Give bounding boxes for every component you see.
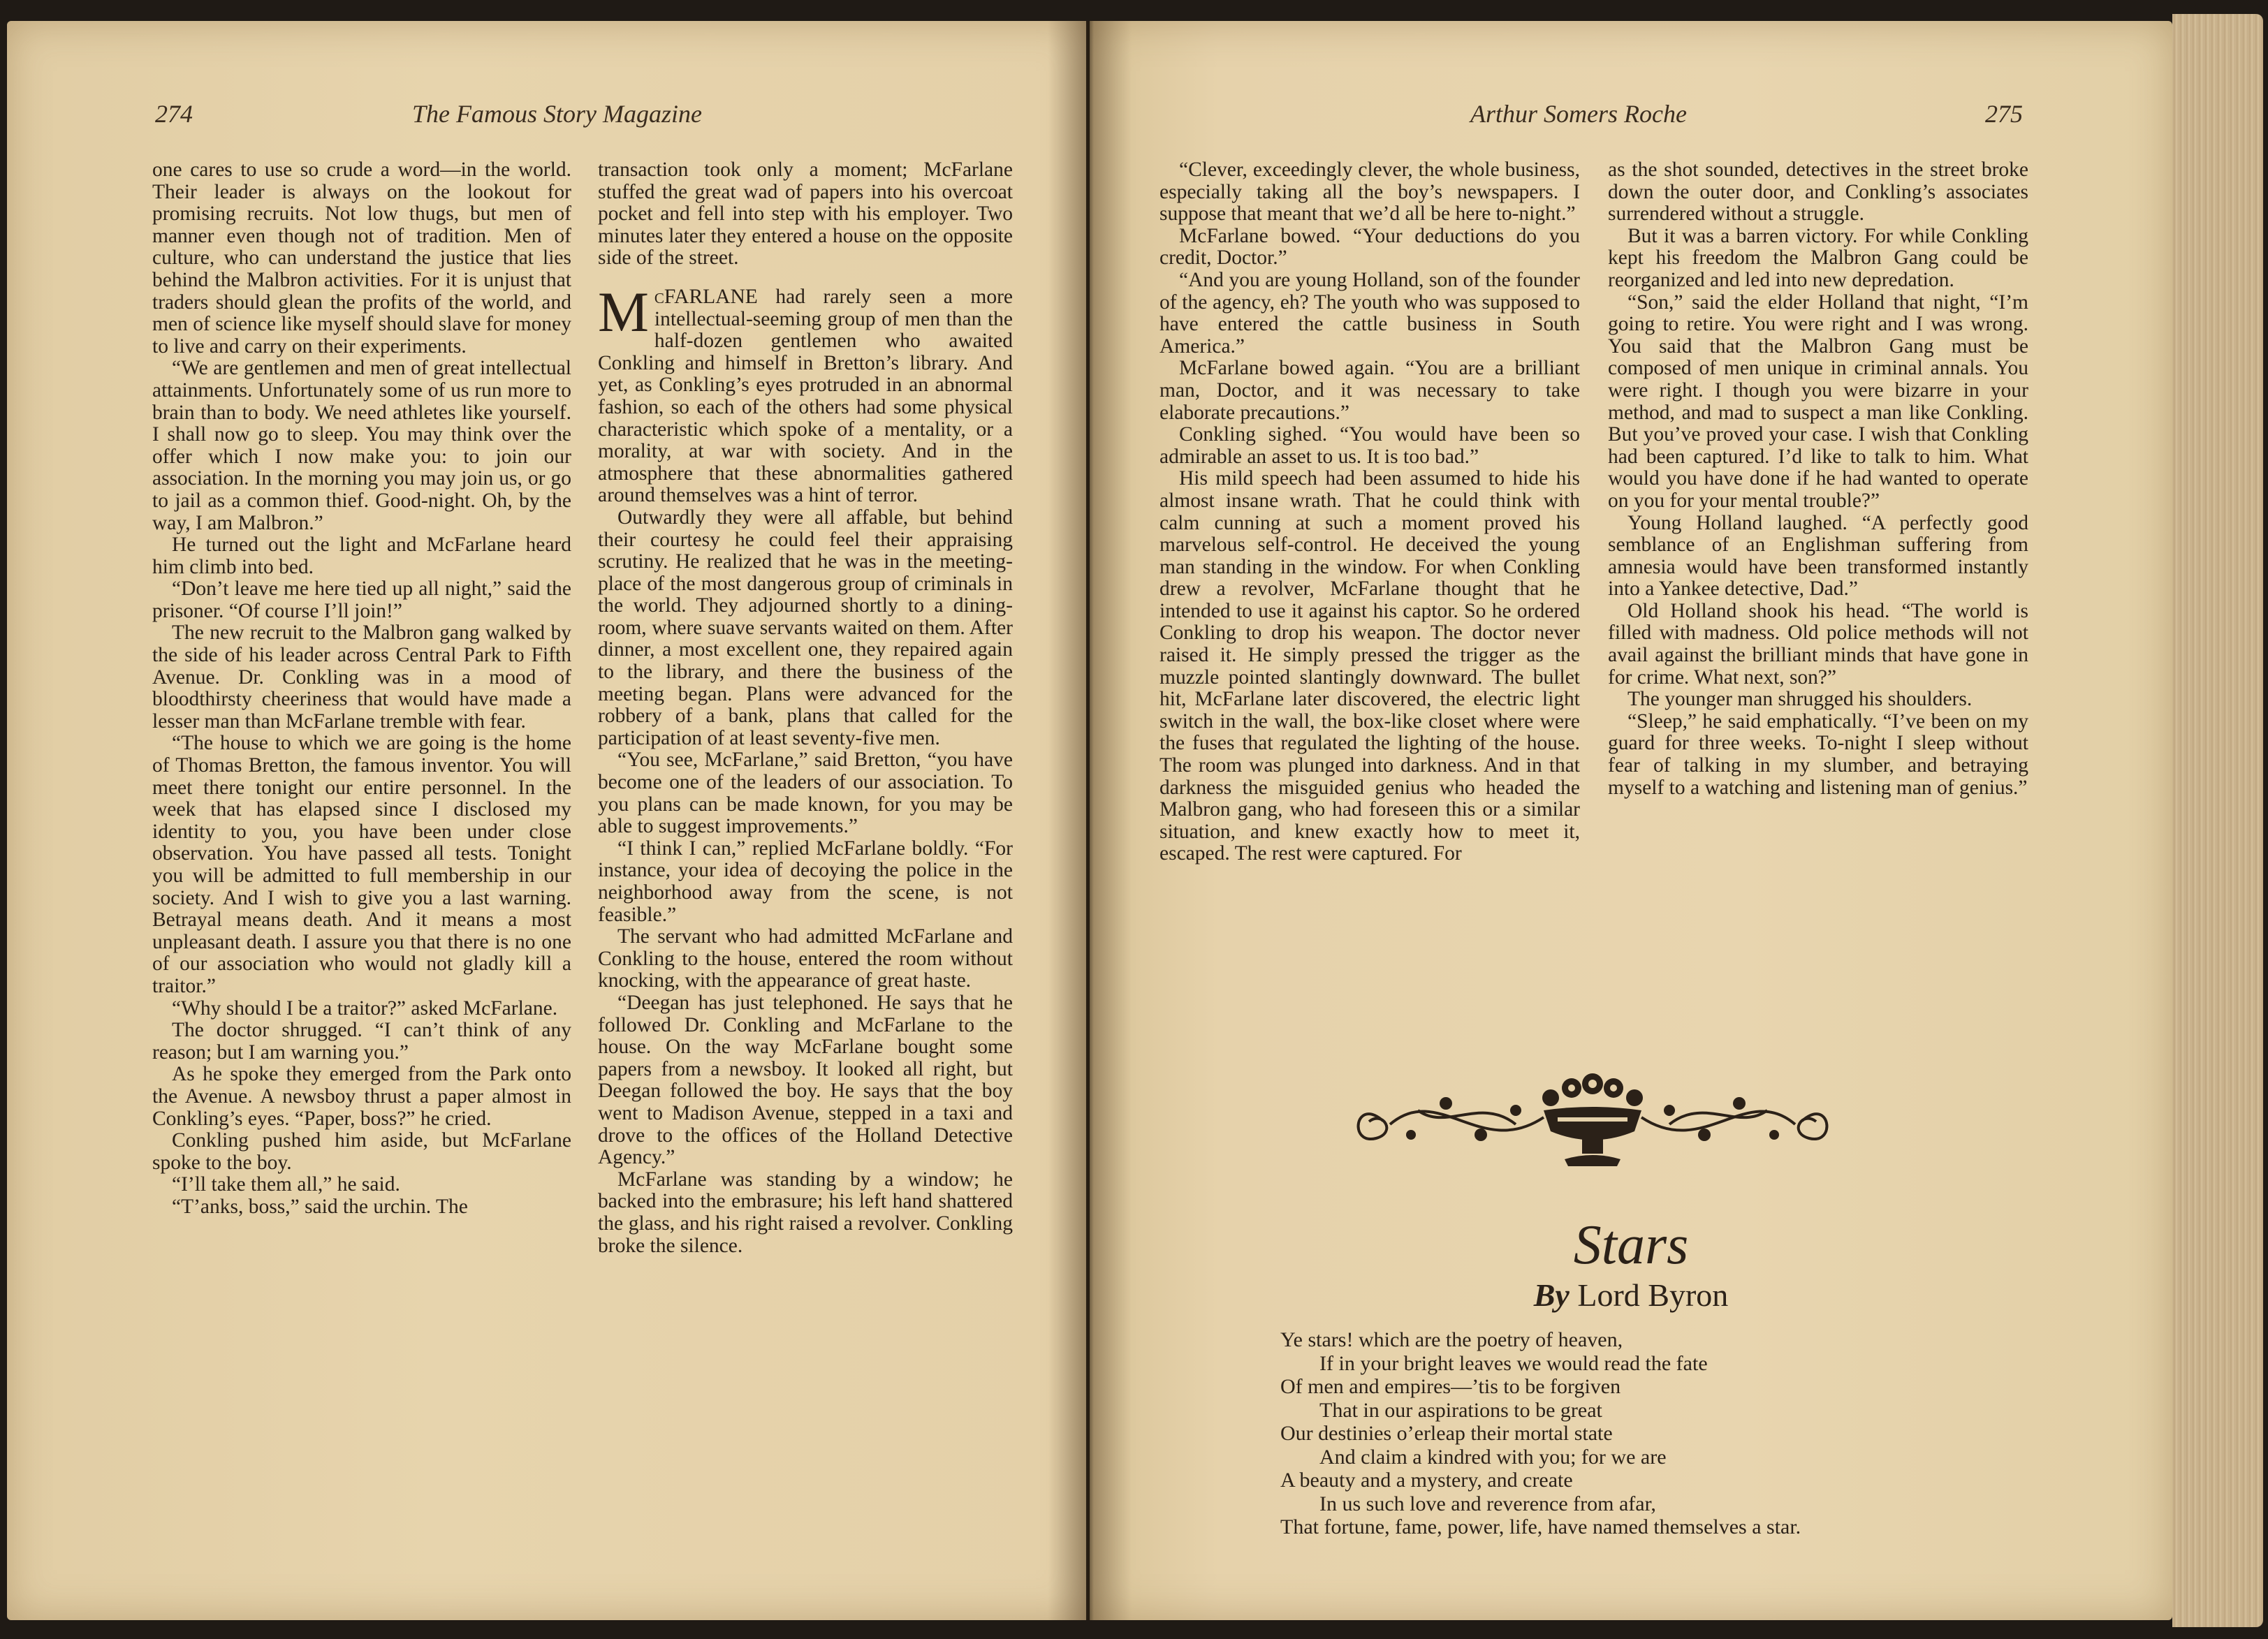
left-page-number: 274 [155, 100, 193, 128]
paragraph: His mild speech had been assumed to hide his almost insane wrath. That he could think with calm cunning at such a moment proved his marvelous self-control. He deceived the young man standing in the window. For when Conkling drew a revolver, McFarlane thought that he intended to use it against his captor. So he ordered Conkling to drop his weapon. The doctor never raised it. He simply pressed the trigger as the muzzle pointed slantingly downward. The bullet hit, McFarlane later discovered, the electric light switch in the wall, the box-like closet where were the fuses that regulated the lighting of the house. The room was plunged into darkness. And in that darkness the misguided genius who headed the Malbron gang, who had foreseen this or a similar situation, and knew exactly how to meet it, escaped. The rest were captured. For [1159, 467, 1580, 865]
paragraph: McFarlane was standing by a window; he backed into the embrasure; his left hand shattered the glass, and his right raised a revolver. Conkling broke the silence. [598, 1168, 1013, 1257]
paragraph: But it was a barren victory. For while Conkling kept his freedom the Malbron Gang could be reorganized and led into new depredation. [1608, 224, 2028, 291]
paragraph: “And you are young Holland, son of the founder of the agency, eh? The youth who was supposed to have entered the cattle business in South America.” [1159, 268, 1580, 358]
paragraph: “Why should I be a traitor?” asked McFarlane. [172, 997, 558, 1020]
poem-byline [1090, 1277, 2172, 1314]
paragraph: Young Holland laughed. “A perfectly good semblance of an Englishman suffering from amnesia would have been transformed instantly into a Yankee detective, Dad.” [1608, 511, 2028, 601]
paragraph: “Son,” said the elder Holland that night, “I’m going to retire. You were right and I was wrong. You said that the Malbron Gang must be composed of men unique in criminal annals. You were right. I though you were bizarre in your method, and mad to suspect a man like Conkling. But you’ve proved your case. I wish that Conkling had been captured. I’d like to talk to him. What would you have done if he had wanted to operate on you for your mental trouble?” [1608, 291, 2028, 512]
paragraph: The new recruit to the Malbron gang walked by the side of his leader across Central Park to Fifth Avenue. Dr. Conkling was in a mood of bloodthirsty cheeriness that would have made a lesser man than McFarlane tremble with fear. [152, 622, 571, 733]
paragraph: “You see, McFarlane,” said Bretton, “you have become one of the leaders of our association. To you plans can be made known, for you may be able to suggest improvements.” [598, 749, 1013, 838]
paragraph: As he spoke they emerged from the Park onto the Avenue. A newsboy thrust a paper almost in Conkling’s eyes. “Paper, boss?” he cried. [152, 1063, 571, 1130]
paragraph: “The house to which we are going is the home of Thomas Bretton, the famous inventor. You will meet there tonight our entire personnel. In the week that has elapsed since I disclosed my identity to you, you have been under close observation. You have passed all tests. Tonight you will be admitted to full membership in our society. And I wish to give you a last warning. Betrayal means death. And it means a most unpleasant death. I assure you that there is no one of our association who would not gladly kill a traitor.” [152, 732, 571, 997]
poem-author: Lord Byron [1577, 1277, 1729, 1313]
paragraph: “Clever, exceedingly clever, the whole business, especially taking all the boy’s newspapers. I suppose that meant that we’d all be here to-night.” [1159, 159, 1580, 226]
paragraph: “Sleep,” he said emphatically. “I’ve been on my guard for three weeks. To-night I sleep without fear of talking in my slumber, and betraying myself to a watching and listening man of genius.” [1608, 710, 2028, 799]
paragraph: “I’ll take them all,” he said. [172, 1173, 400, 1196]
poem-title: Stars [1573, 1214, 1689, 1276]
drop-cap: M [598, 279, 649, 344]
poem-line: Our destinies o’erleap their mortal state [1280, 1422, 1613, 1445]
poem-line: In us such love and reverence from afar, [1319, 1492, 1656, 1515]
right-running-head: Arthur Somers Roche [1470, 100, 1687, 128]
poem-line: That in our aspirations to be great [1319, 1398, 1602, 1422]
poem-body [1280, 1328, 1801, 1539]
paragraph: Old Holland shook his head. “The world is filled with madness. Old police methods will not avail against the brilliant minds that have gone in for crime. What next, son?” [1608, 599, 2028, 689]
right-column-1 [1159, 159, 1580, 865]
poem-line: If in your bright leaves we would read the fate [1319, 1351, 1708, 1375]
poem-line: Of men and empires—’tis to be forgiven [1280, 1375, 1621, 1398]
paragraph: as the shot sounded, detectives in the street broke down the outer door, and Conkling’s associates surrendered without a struggle. [1608, 159, 2028, 226]
paragraph: The servant who had admitted McFarlane and Conkling to the house, entered the room without knocking, with the appearance of great haste. [598, 925, 1013, 992]
paragraph: “We are gentlemen and men of great intellectual attainments. Unfortunately some of us run more to brain than to body. We need athletes like yourself. I shall now go to sleep. You may think over the offer which I now make you: to join our association. In the morning you may join us, or go to jail as a common thief. Good-night. Oh, by the way, I am Malbron.” [152, 357, 571, 534]
section-opening-paragraph [598, 279, 1013, 507]
left-column-2 [598, 159, 1013, 1257]
paragraph: The younger man shrugged his shoulders. [1627, 688, 1973, 711]
paragraph-text: had rarely seen a more intellectual-seeming group of men than the half-dozen gentlemen who awaited Conkling and himself in Bretton’s library. And yet, as Conkling’s eyes protruded in an abnormal fashion, so each of the others had some physical characteristic which spoke of a mentality, or a morality, at war with society. And in the atmosphere that these abnormalities gathered around themselves was a hint of terror. [598, 285, 1013, 507]
paragraph: “I think I can,” replied McFarlane boldly. “For instance, your idea of decoying the police in the neighborhood away from the scene, is not feasible.” [598, 837, 1013, 926]
small-caps-lead: cFARLANE [654, 285, 758, 308]
paragraph: “Don’t leave me here tied up all night,” said the prisoner. “Of course I’ll join!” [152, 578, 571, 622]
paragraph: one cares to use so crude a word—in the world. Their leader is always on the lookout for promising recruits. Not low thugs, but men of manner even though not of tradition. Men of culture, who can understand the justice that lies behind the Malbron activities. For it is unjust that traders should glean the profits of the world, and men of science like myself should slave for money to live and carry on their experiments. [152, 159, 571, 358]
paragraph: transaction took only a moment; McFarlane stuffed the great wad of papers into his overcoat pocket and fell into step with his employer. Two minutes later they entered a house on the opposite side of the street. [598, 159, 1013, 270]
left-column-2-paragraphs [598, 507, 1013, 1257]
poem-line: A beauty and a mystery, and create [1280, 1469, 1573, 1492]
paragraph: Conkling sighed. “You would have been so admirable an asset to us. It is too bad.” [1159, 423, 1580, 468]
paragraph: McFarlane bowed again. “You are a brilliant man, Doctor, and it was necessary to take elaborate precautions.” [1159, 357, 1580, 424]
paragraph: Outwardly they were all affable, but behind their courtesy he could feel their appraising scrutiny. He realized that he was in the meeting-place of the most dangerous group of criminals in the world. They adjourned shortly to a dining-room, where suave servants waited on them. After dinner, a most excellent one, they repaired again to the library, and there the business of the meeting began. Plans were advanced for the robbery of a bank, plans that called for the participation of at least seventy-five men. [598, 506, 1013, 749]
decorative-urn-ornament [1341, 1054, 1844, 1187]
byline-by: By [1533, 1277, 1570, 1313]
paragraph: The doctor shrugged. “I can’t think of any reason; but I am warning you.” [152, 1019, 571, 1064]
left-running-head: The Famous Story Magazine [412, 100, 702, 128]
poem-line: Ye stars! which are the poetry of heaven, [1280, 1328, 1623, 1351]
paragraph: McFarlane bowed. “Your deductions do you credit, Doctor.” [1159, 224, 1580, 270]
poem-line: That fortune, fame, power, life, have named themselves a star. [1280, 1515, 1801, 1538]
paragraph: Conkling pushed him aside, but McFarlane spoke to the boy. [152, 1129, 571, 1174]
left-column-1 [152, 159, 571, 1219]
page-edges [2172, 14, 2263, 1627]
paragraph: “Deegan has just telephoned. He says that he followed Dr. Conkling and McFarlane to the house. On the way McFarlane bought some papers from a newsboy. It looked all right, but Deegan followed the boy. He says that the boy went to Madison Avenue, stepped in a taxi and drove to the offices of the Holland Detective Agency.” [598, 991, 1013, 1169]
right-column-2 [1608, 159, 2028, 799]
paragraph: “T’anks, boss,” said the urchin. The [172, 1195, 468, 1218]
poem-line: And claim a kindred with you; for we are [1319, 1445, 1667, 1469]
right-page-number: 275 [1985, 100, 2023, 128]
paragraph: He turned out the light and McFarlane heard him climb into bed. [152, 534, 571, 578]
